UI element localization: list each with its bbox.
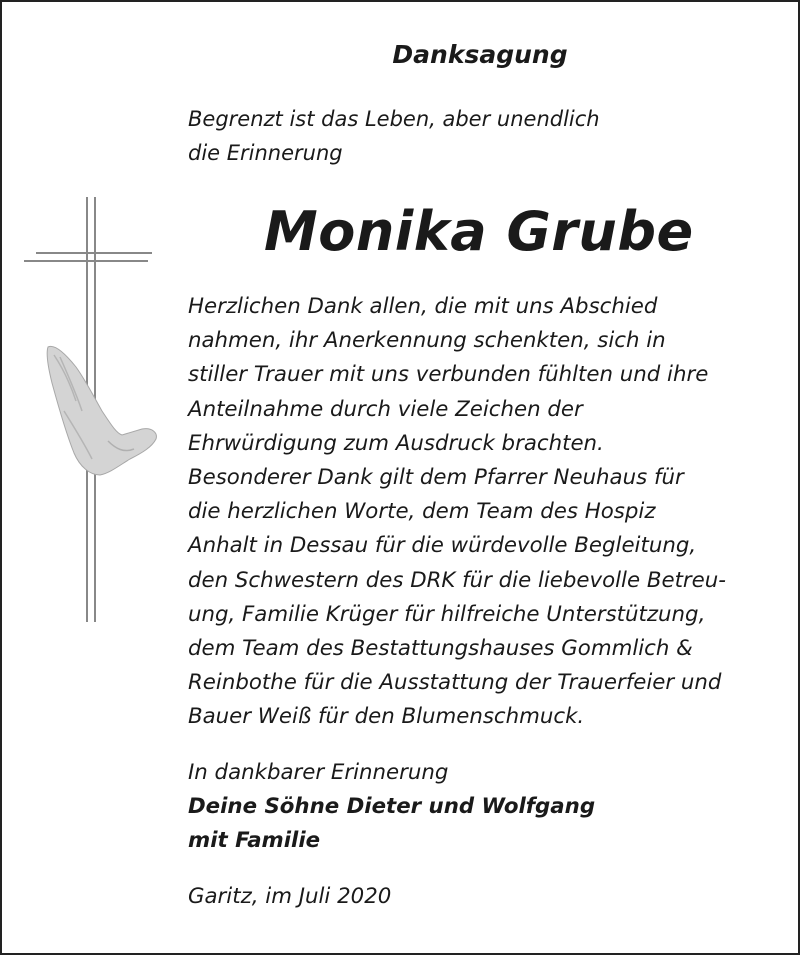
text-line: nahmen, ihr Anerkennung schenkten, sich in	[188, 328, 666, 354]
place-date: Garitz, im Juli 2020	[188, 884, 392, 909]
text-line: ung, Familie Krüger für hilfreiche Unterstützung,	[188, 601, 706, 627]
text-line: Reinbothe für die Ausstattung der Trauerfeier und	[188, 670, 722, 696]
motto-line: Begrenzt ist das Leben, aber unendlich	[188, 107, 600, 131]
praying-hands-icon	[47, 346, 156, 475]
deceased-name: Monika Grube	[264, 200, 694, 263]
text-line: stiller Trauer mit uns verbunden fühlten und ihre	[188, 362, 709, 388]
text-line: Besonderer Dank gilt dem Pfarrer Neuhaus für	[188, 465, 684, 491]
text-line: Anteilnahme durch viele Zeichen der	[188, 396, 583, 422]
closing-phrase: In dankbarer Erinnerung	[188, 760, 449, 785]
text-line: die herzlichen Worte, dem Team des Hospiz	[188, 499, 656, 525]
motto-line: die Erinnerung	[188, 141, 343, 165]
closing	[188, 756, 595, 858]
text-line: Anhalt in Dessau für die würdevolle Begleitung,	[188, 533, 697, 559]
text-line: Bauer Weiß für den Blumenschmuck.	[188, 704, 585, 730]
motto	[188, 102, 708, 170]
cross-icon	[24, 197, 174, 627]
signatories-family: mit Familie	[188, 828, 321, 853]
text-line: den Schwestern des DRK für die liebevolle Betreu-	[188, 567, 726, 593]
heading: Danksagung	[392, 40, 568, 69]
text-line: Ehrwürdigung zum Ausdruck brachten.	[188, 430, 604, 456]
signatories: Deine Söhne Dieter und Wolfgang	[188, 794, 596, 819]
thanks-text	[188, 290, 788, 735]
text-line: dem Team des Bestattungshauses Gommlich &	[188, 636, 693, 662]
text-line: Herzlichen Dank allen, die mit uns Abschied	[188, 294, 658, 319]
